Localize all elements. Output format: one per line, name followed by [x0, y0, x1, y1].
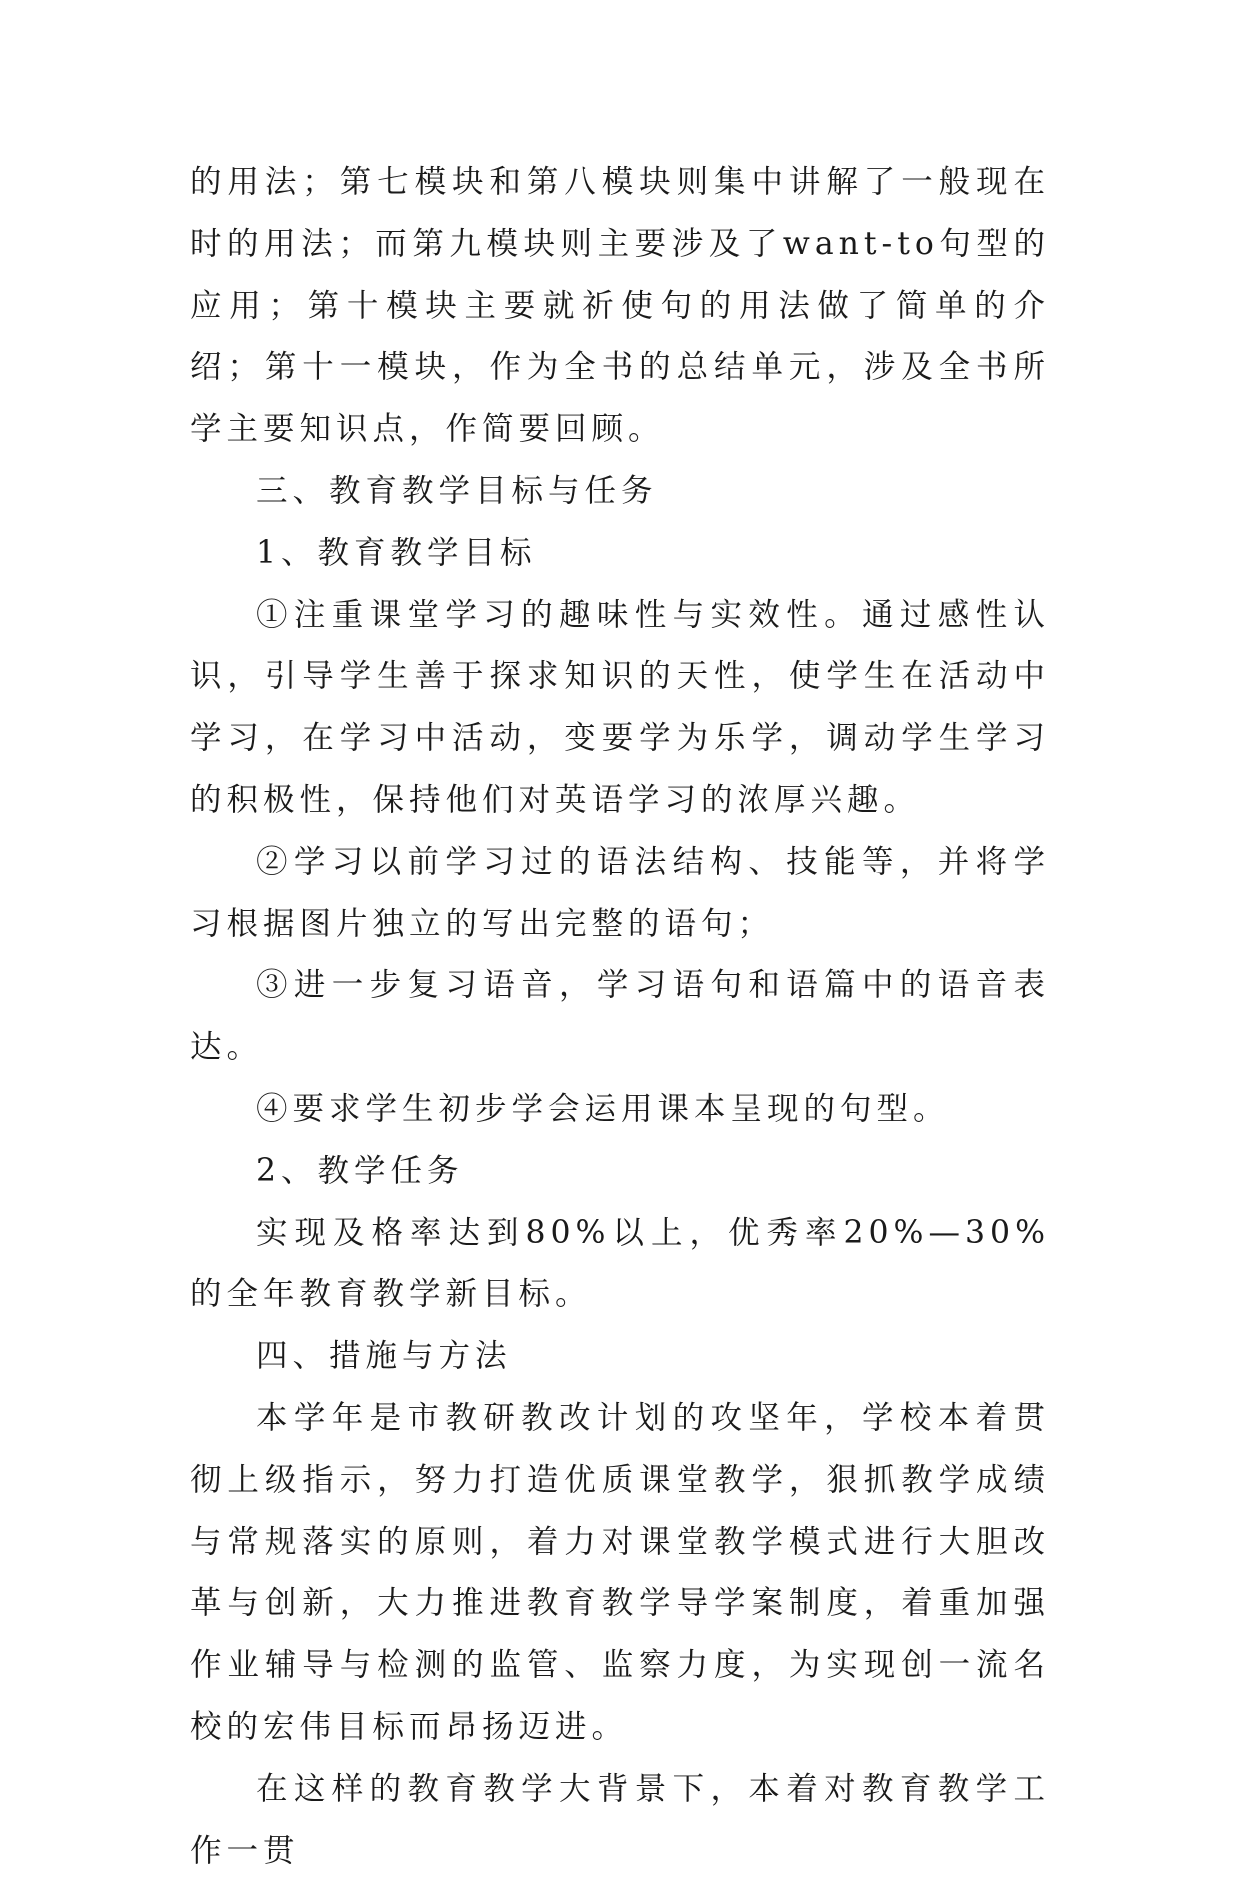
- document-body: [190, 152, 1050, 1882]
- subsection-heading: 1、教育教学目标: [256, 534, 537, 571]
- list-item: ①注重课堂学习的趣味性与实效性。通过感性认识，引导学生善于探求知识的天性，使学生在活动中学习，在学习中活动，变要学为乐学，调动学生学习的积极性，保持他们对英语学习的浓厚兴趣。: [190, 596, 1050, 818]
- section-heading: 三、教育教学目标与任务: [256, 472, 658, 509]
- section-heading: 四、措施与方法: [256, 1338, 512, 1375]
- list-item: ③进一步复习语音，学习语句和语篇中的语音表达。: [190, 967, 1050, 1066]
- paragraph: 的用法；第七模块和第八模块则集中讲解了一般现在时的用法；而第九模块则主要涉及了want-to句型的应用；第十模块主要就祈使句的用法做了简单的介绍；第十一模块，作为全书的总结单元，涉及全书所学主要知识点，作简要回顾。: [190, 164, 1050, 448]
- paragraph: 在这样的教育教学大背景下，本着对教育教学工作一贯: [190, 1770, 1050, 1869]
- subsection-heading: 2、教学任务: [256, 1152, 464, 1189]
- list-item: ④要求学生初步学会运用课本呈现的句型。: [256, 1090, 950, 1127]
- list-item: ②学习以前学习过的语法结构、技能等，并将学习根据图片独立的写出完整的语句；: [190, 843, 1050, 942]
- paragraph: 本学年是市教研教改计划的攻坚年，学校本着贯彻上级指示，努力打造优质课堂教学，狠抓教学成绩与常规落实的原则，着力对课堂教学模式进行大胆改革与创新，大力推进教育教学导学案制度，着重加强作业辅导与检测的监管、监察力度，为实现创一流名校的宏伟目标而昂扬迈进。: [190, 1399, 1050, 1745]
- paragraph: 实现及格率达到80%以上，优秀率20%—30%的全年教育教学新目标。: [190, 1214, 1050, 1313]
